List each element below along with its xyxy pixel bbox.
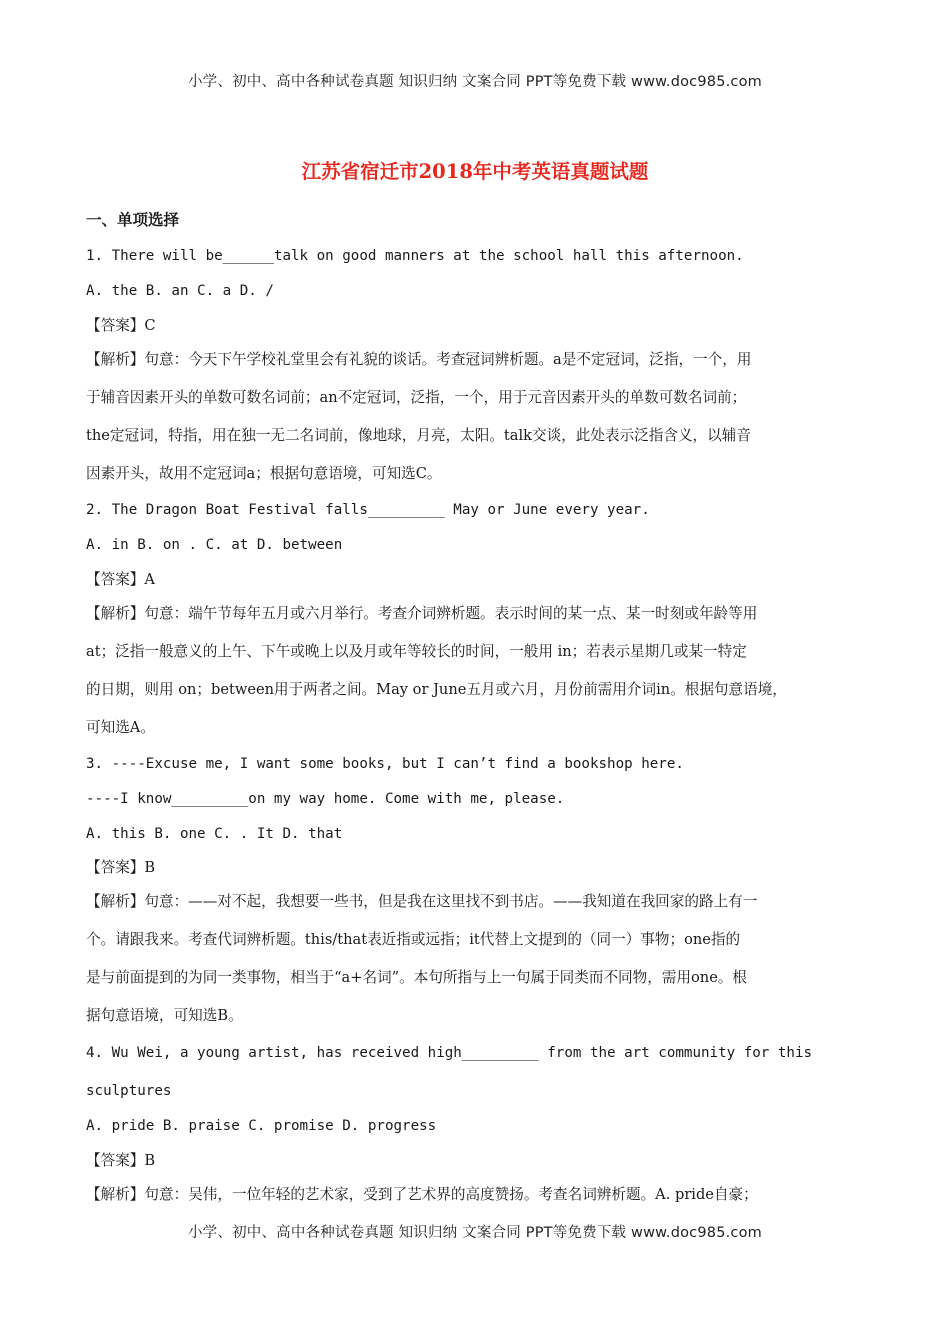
- question-1-answer: 【答案】C: [86, 317, 156, 334]
- section-heading: 一、单项选择: [86, 211, 180, 229]
- question-2-stem: 2. The Dragon Boat Festival falls_________ May or June every year.: [86, 502, 650, 518]
- question-2-analysis-line: 的日期，则用 on；between用于两者之间。May or June五月或六月，月份前需用介词in。根据句意语境，: [86, 681, 787, 698]
- question-1-analysis-line: 【解析】句意：今天下午学校礼堂里会有礼貌的谈话。考查冠词辨析题。a是不定冠词，泛指，一个，用: [86, 351, 752, 368]
- question-1-stem: 1. There will be______talk on good manners at the school hall this afternoon.: [86, 248, 744, 264]
- question-3-analysis-line: 据句意语境，可知选B。: [86, 1007, 243, 1024]
- question-4-analysis-line: 【解析】句意：吴伟，一位年轻的艺术家，受到了艺术界的高度赞扬。考查名词辨析题。A. pride自豪；: [86, 1186, 758, 1203]
- question-4-answer: 【答案】B: [86, 1152, 156, 1169]
- question-2-answer: 【答案】A: [86, 571, 155, 588]
- question-2-analysis-line: at；泛指一般意义的上午、下午或晚上以及月或年等较长的时间，一般用 in；若表示星期几或某一特定: [86, 643, 747, 660]
- question-3-analysis-line: 【解析】句意：——对不起，我想要一些书，但是我在这里找不到书店。——我知道在我回家的路上有一: [86, 893, 758, 910]
- question-2-analysis-line: 【解析】句意：端午节每年五月或六月举行。考查介词辨析题。表示时间的某一点、某一时刻或年龄等用: [86, 605, 758, 622]
- question-3-stem-line: 3. ----Excuse me, I want some books, but I can’t find a bookshop here.: [86, 756, 684, 772]
- footer-banner: 小学、初中、高中各种试卷真题 知识归纳 文案合同 PPT等免费下载 www.doc985.com: [187, 1225, 763, 1241]
- question-3-answer: 【答案】B: [86, 859, 156, 876]
- question-1-analysis-line: the定冠词，特指，用在独一无二名词前，像地球，月亮，太阳。talk交谈，此处表示泛指含义，以辅音: [86, 427, 751, 444]
- question-1-analysis-line: 于辅音因素开头的单数可数名词前；an不定冠词，泛指，一个，用于元音因素开头的单数可数名词前；: [86, 389, 747, 406]
- question-3-analysis-line: 是与前面提到的为同一类事物，相当于“a+名词”。本句所指与上一句属于同类而不同物，需用one。根: [86, 969, 748, 986]
- question-4-stem-line: sculptures: [86, 1083, 172, 1099]
- question-4-stem-line: 4. Wu Wei, a young artist, has received high_________ from the art community for this: [86, 1045, 813, 1061]
- question-2-options: A. in B. on . C. at D. between: [86, 537, 343, 553]
- question-3-options: A. this B. one C. . It D. that: [86, 826, 343, 842]
- question-3-analysis-line: 个。请跟我来。考查代词辨析题。this/that表近指或远指；it代替上文提到的（同一）事物；one指的: [86, 931, 741, 948]
- question-1-analysis-line: 因素开头，故用不定冠词a；根据句意语境，可知选C。: [86, 465, 442, 482]
- header-banner: 小学、初中、高中各种试卷真题 知识归纳 文案合同 PPT等免费下载 www.doc985.com: [187, 74, 763, 90]
- question-1-options: A. the B. an C. a D. /: [86, 283, 274, 299]
- question-2-analysis-line: 可知选A。: [86, 719, 155, 736]
- question-4-options: A. pride B. praise C. promise D. progress: [86, 1118, 437, 1134]
- page-title: 江苏省宿迁市2018年中考英语真题试题: [301, 160, 649, 183]
- question-3-stem-line: ----I know_________on my way home. Come with me, please.: [86, 791, 565, 807]
